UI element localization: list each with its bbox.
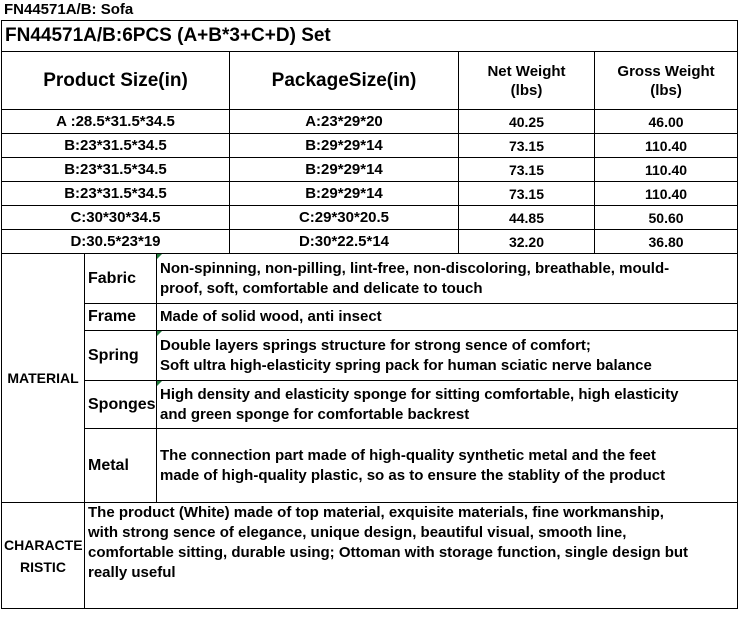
material-desc-cell: [157, 254, 738, 304]
header-row: [2, 52, 738, 110]
material-desc-cell: [157, 304, 738, 331]
desc-line: and green sponge for comfortable backrest: [160, 405, 470, 423]
material-row-fabric: [2, 254, 738, 304]
document-title: FN44571A/B: Sofa: [4, 1, 134, 18]
table-row: [2, 182, 738, 206]
material-row-frame: [2, 304, 738, 331]
desc-line: The connection part made of high-quality synthetic metal and the feet: [160, 446, 656, 464]
net-weight-cell: 32.20: [459, 230, 595, 254]
net-weight-cell: 73.15: [459, 182, 595, 206]
desc-line: comfortable sitting, durable using; Ottoman with storage function, single design but: [88, 544, 689, 561]
set-title-row: [2, 21, 738, 52]
net-weight-label: Net Weight: [487, 62, 566, 80]
material-desc-cell: [157, 429, 738, 503]
gross-weight-cell: 50.60: [595, 206, 738, 230]
net-weight-cell: 44.85: [459, 206, 595, 230]
material-row-metal: [2, 429, 738, 503]
desc-line: Soft ultra high-elasticity spring pack for human sciatic nerve balance: [160, 356, 652, 374]
desc-line: Double layers springs structure for strong sence of comfort;: [160, 336, 591, 354]
characteristic-label: [2, 503, 85, 609]
gross-weight-unit: (lbs): [650, 81, 682, 99]
material-name-cell: Metal: [85, 429, 157, 503]
header-product-size: Product Size(in): [2, 52, 230, 110]
net-weight-unit: (lbs): [510, 81, 543, 99]
package-size-cell: B:29*29*14: [230, 182, 459, 206]
desc-line: Made of solid wood, anti insect: [160, 308, 382, 325]
desc-line: really useful: [88, 564, 176, 581]
desc-line: Non-spinning, non-pilling, lint-free, non-discoloring, breathable, mould-: [160, 259, 670, 277]
spec-sheet-table: [1, 20, 738, 609]
desc-line: made of high-quality plastic, so as to ensure the stablity of the product: [160, 466, 666, 484]
package-size-cell: B:29*29*14: [230, 158, 459, 182]
package-size-cell: A:23*29*20: [230, 110, 459, 134]
material-name-cell: Fabric: [85, 254, 157, 304]
characteristic-desc-cell: [85, 503, 738, 609]
gross-weight-cell: 110.40: [595, 134, 738, 158]
material-desc-cell: [157, 381, 738, 429]
material-label: MATERIAL: [2, 254, 85, 503]
product-size-cell: B:23*31.5*34.5: [2, 182, 230, 206]
table-row: [2, 206, 738, 230]
material-desc-cell: [157, 331, 738, 381]
package-size-cell: B:29*29*14: [230, 134, 459, 158]
characteristic-row: [2, 503, 738, 609]
material-name-cell: Spring: [85, 331, 157, 381]
gross-weight-cell: 46.00: [595, 110, 738, 134]
header-net-weight: [459, 52, 595, 110]
table-row: [2, 230, 738, 254]
product-size-cell: B:23*31.5*34.5: [2, 134, 230, 158]
net-weight-cell: 40.25: [459, 110, 595, 134]
package-size-cell: C:29*30*20.5: [230, 206, 459, 230]
material-row-sponges: [2, 381, 738, 429]
set-title: FN44571A/B:6PCS (A+B*3+C+D) Set: [2, 21, 738, 52]
header-package-size: PackageSize(in): [230, 52, 459, 110]
desc-line: The product (White) made of top material, exquisite materials, fine workmanship,: [88, 504, 664, 521]
table-row: [2, 110, 738, 134]
gross-weight-cell: 110.40: [595, 182, 738, 206]
desc-line: with strong sence of elegance, unique design, beautiful visual, smooth line,: [88, 524, 627, 541]
desc-line: proof, soft, comfortable and delicate to touch: [160, 279, 483, 297]
product-size-cell: B:23*31.5*34.5: [2, 158, 230, 182]
product-size-cell: A :28.5*31.5*34.5: [2, 110, 230, 134]
net-weight-cell: 73.15: [459, 134, 595, 158]
package-size-cell: D:30*22.5*14: [230, 230, 459, 254]
gross-weight-label: Gross Weight: [617, 62, 715, 80]
material-name-cell: Sponges: [85, 381, 157, 429]
material-name-cell: Frame: [85, 304, 157, 331]
gross-weight-cell: 110.40: [595, 158, 738, 182]
header-gross-weight: [595, 52, 738, 110]
desc-line: High density and elasticity sponge for sitting comfortable, high elasticity: [160, 385, 679, 403]
table-row: [2, 158, 738, 182]
characteristic-label-line: RISTIC: [20, 558, 66, 575]
net-weight-cell: 73.15: [459, 158, 595, 182]
table-row: [2, 134, 738, 158]
product-size-cell: C:30*30*34.5: [2, 206, 230, 230]
gross-weight-cell: 36.80: [595, 230, 738, 254]
product-size-cell: D:30.5*23*19: [2, 230, 230, 254]
material-row-spring: [2, 331, 738, 381]
characteristic-label-line: CHARACTE: [4, 536, 83, 553]
